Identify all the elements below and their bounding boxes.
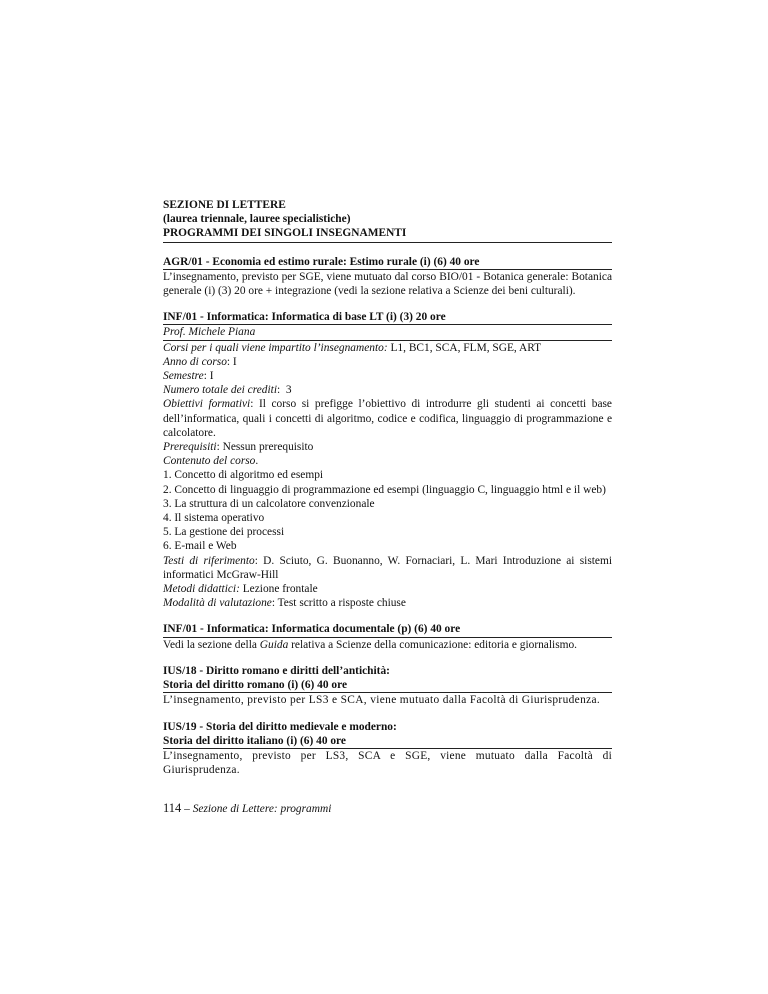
field-crediti: Numero totale dei crediti: 3 xyxy=(163,384,292,397)
course-inf01-base xyxy=(163,310,612,610)
content-item: 4. Il sistema operativo xyxy=(163,512,265,525)
footer-text: – Sezione di Lettere: programmi xyxy=(181,803,332,815)
course-description: L’insegnamento, previsto per LS3 e SCA, viene mutuato dalla Facoltà di Giurisprudenza. xyxy=(163,694,601,707)
section-heading: SEZIONE DI LETTERE xyxy=(163,199,286,211)
course-title-line1: IUS/19 - Storia del diritto medievale e moderno: xyxy=(163,720,397,733)
course-ius18 xyxy=(163,664,612,708)
programs-heading: PROGRAMMI DEI SINGOLI INSEGNAMENTI xyxy=(163,226,612,242)
content-item: 5. La gestione dei processi xyxy=(163,526,285,539)
content-item: 6. E-mail e Web xyxy=(163,540,237,553)
course-title-line2: Storia del diritto romano (i) (6) 40 ore xyxy=(163,678,612,693)
page-footer xyxy=(163,801,331,816)
course-agr01 xyxy=(163,255,612,299)
course-inf01-documentale xyxy=(163,622,612,651)
professor-name: Prof. Michele Piana xyxy=(163,325,612,340)
field-contenuto: Contenuto del corso. xyxy=(163,455,259,468)
field-corsi: Corsi per i quali viene impartito l’insegnamento: L1, BC1, SCA, FLM, SGE, ART xyxy=(163,341,542,354)
field-obiettivi: Obiettivi formativi: Il corso si prefigge l’obiettivo di introdurre gli studenti ai concetti base dell’informatica, quali i concetti di algoritmo, codice e codifica, linguaggio di programmazione e calcolatore. xyxy=(163,398,612,439)
document-page xyxy=(163,198,612,777)
field-testi: Testi di riferimento: D. Sciuto, G. Buonanno, W. Fornaciari, L. Mari Introduzione ai sistemi informatici McGraw-Hill xyxy=(163,554,612,581)
field-semestre: Semestre: I xyxy=(163,370,214,383)
course-title: INF/01 - Informatica: Informatica di base LT (i) (3) 20 ore xyxy=(163,310,612,325)
course-title-line1: IUS/18 - Diritto romano e diritti dell’antichità: xyxy=(163,664,390,677)
content-item: 3. La struttura di un calcolatore convenzionale xyxy=(163,497,375,510)
course-description: Vedi la sezione della Guida relativa a Scienze della comunicazione: editoria e giornalismo. xyxy=(163,638,578,651)
course-description: L’insegnamento, previsto per LS3, SCA e SGE, viene mutuato dalla Facoltà di Giurisprudenza. xyxy=(163,749,612,777)
course-description: L’insegnamento, previsto per SGE, viene mutuato dal corso BIO/01 - Botanica generale: Botanica generale (i) (3) 20 ore + integrazione (vedi la sezione relativa a Scienze dei beni culturali). xyxy=(163,270,612,298)
course-ius19 xyxy=(163,720,612,778)
content-item: 1. Concetto di algoritmo ed esempi xyxy=(163,469,324,482)
page-number: 114 xyxy=(163,801,182,815)
field-metodi: Metodi didattici: Lezione frontale xyxy=(163,583,318,596)
content-item: 2. Concetto di linguaggio di programmazione ed esempi (linguaggio C, linguaggio html e il web) xyxy=(163,483,606,496)
section-subheading: (laurea triennale, lauree specialistiche) xyxy=(163,213,351,226)
course-title: AGR/01 - Economia ed estimo rurale: Estimo rurale (i) (6) 40 ore xyxy=(163,255,612,270)
course-title: INF/01 - Informatica: Informatica documentale (p) (6) 40 ore xyxy=(163,622,612,637)
field-anno: Anno di corso: I xyxy=(163,355,237,368)
field-prerequisiti: Prerequisiti: Nessun prerequisito xyxy=(163,441,314,454)
course-title-line2: Storia del diritto italiano (i) (6) 40 ore xyxy=(163,734,612,749)
field-modalita: Modalità di valutazione: Test scritto a risposte chiuse xyxy=(163,597,406,610)
